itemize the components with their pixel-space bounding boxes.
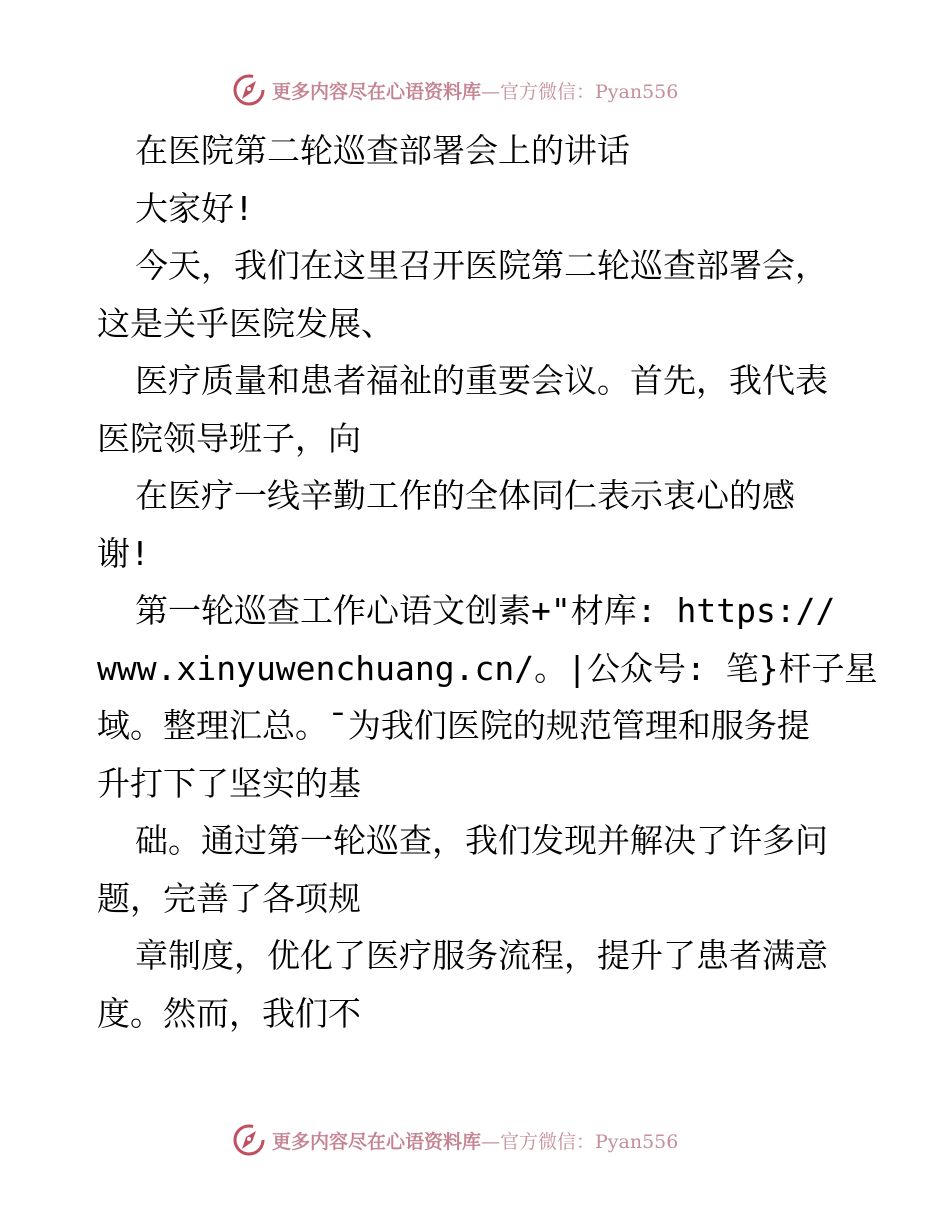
banner-wechat: 官方微信：Pyan556 bbox=[500, 1130, 679, 1153]
text-line: 在医疗一线辛勤工作的全体同仁表示衷心的感 bbox=[135, 476, 795, 515]
banner-text bbox=[272, 77, 678, 104]
text-line: 章制度，优化了医疗服务流程，提升了患者满意 bbox=[135, 936, 828, 975]
text-line: 医院领导班子，向 bbox=[97, 418, 361, 458]
banner-brand: 更多内容尽在心语资料库 bbox=[272, 1130, 482, 1153]
header-banner bbox=[232, 70, 678, 110]
pen-nib-logo-icon bbox=[232, 73, 266, 107]
footer-banner bbox=[232, 1120, 678, 1160]
banner-wechat: 官方微信：Pyan556 bbox=[500, 80, 679, 103]
text-line: www.xinyuwenchuang.cn/。|公众号: 笔}杆子星 bbox=[97, 648, 878, 688]
text-line: 第一轮巡查工作心语文创素+"材库: https:// bbox=[135, 591, 836, 630]
text-line: 升打下了坚实的基 bbox=[97, 763, 361, 803]
document-body bbox=[97, 122, 878, 1042]
text-line: 域。整理汇总。¯为我们医院的规范管理和服务提 bbox=[97, 706, 810, 745]
text-line: 这是关乎医院发展、 bbox=[97, 303, 394, 343]
banner-brand: 更多内容尽在心语资料库 bbox=[272, 80, 482, 103]
text-line: 础。通过第一轮巡查，我们发现并解决了许多问 bbox=[135, 821, 828, 860]
banner-text bbox=[272, 1127, 678, 1154]
pen-nib-logo-icon bbox=[232, 1123, 266, 1157]
text-line: 今天，我们在这里召开医院第二轮巡查部署会， bbox=[135, 246, 828, 285]
text-line: 大家好! bbox=[135, 188, 254, 228]
banner-separator: — bbox=[481, 1130, 501, 1153]
banner-separator: — bbox=[481, 80, 501, 103]
text-line: 度。然而，我们不 bbox=[97, 993, 361, 1033]
text-line: 医疗质量和患者福祉的重要会议。首先，我代表 bbox=[135, 361, 828, 400]
document-title: 在医院第二轮巡查部署会上的讲话 bbox=[135, 131, 630, 170]
text-line: 题，完善了各项规 bbox=[97, 878, 361, 918]
text-line: 谢! bbox=[97, 533, 150, 573]
